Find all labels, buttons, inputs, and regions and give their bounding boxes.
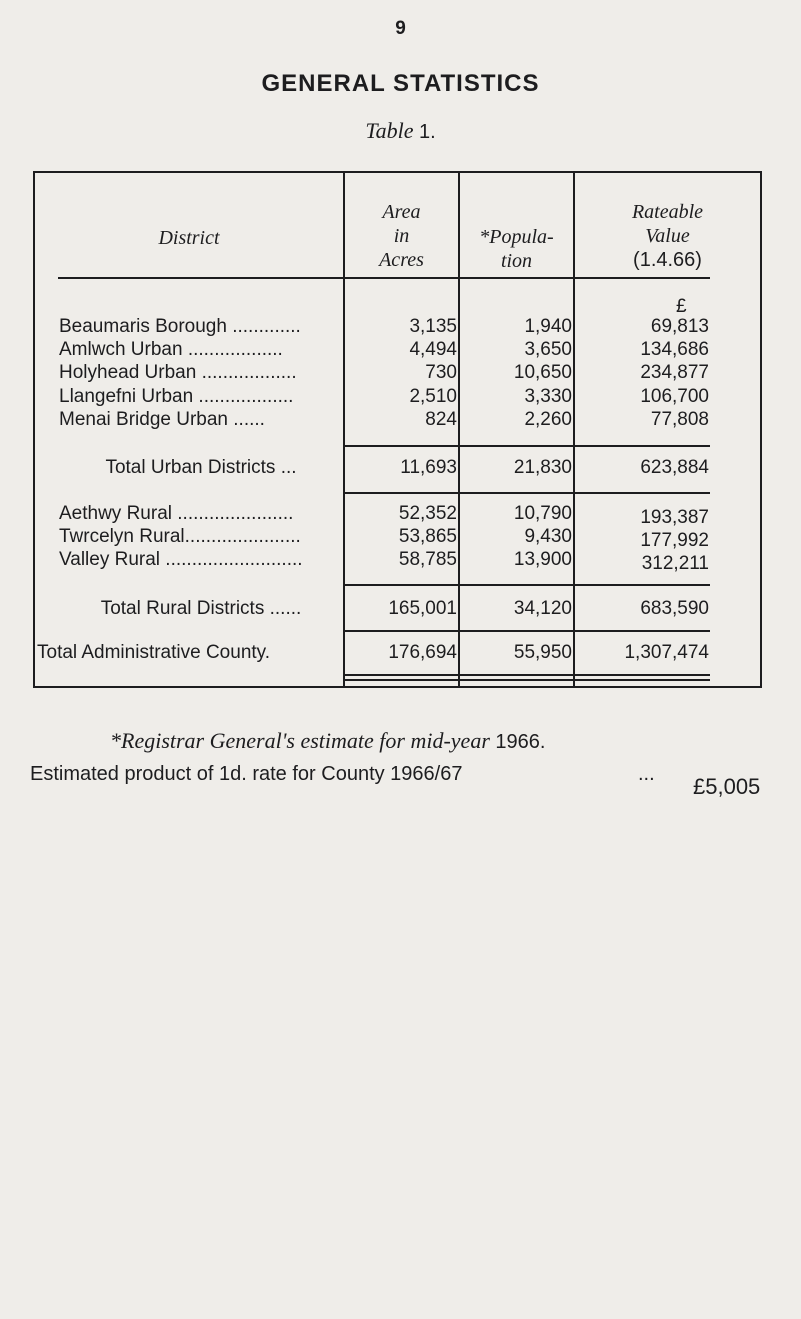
table-caption-number: 1. <box>418 121 436 143</box>
county-total-population: 55,950 <box>513 642 572 663</box>
estimate-label: Estimated product of 1d. rate for County 1966/67 <box>30 763 463 785</box>
county-total-value: 1,307,474 <box>624 642 709 663</box>
header-area <box>345 200 458 272</box>
footnote-year: 1966. <box>495 731 546 753</box>
table-row-population: 10,650 <box>513 362 572 383</box>
header-population-line-1: *Popula- <box>479 226 554 248</box>
rural-total-label: Total Rural Districts ...... <box>100 598 302 619</box>
urban-total-value: 623,884 <box>640 457 709 478</box>
table-row-value: 177,992 <box>640 530 709 551</box>
rural-total-bottom-rule <box>345 630 710 632</box>
table-row-district: Menai Bridge Urban ...... <box>59 409 265 430</box>
header-rule <box>58 277 710 279</box>
estimate-value: £5,005 <box>693 774 761 799</box>
urban-total-label: Total Urban Districts ... <box>105 457 297 478</box>
county-total-label: Total Administrative County. <box>37 642 271 663</box>
urban-total-area: 11,693 <box>400 457 457 478</box>
table-row-population: 3,650 <box>524 339 572 360</box>
page-number: 9 <box>395 18 406 39</box>
header-rateable-line-3: (1.4.66) <box>633 249 702 271</box>
table-row-population: 10,790 <box>513 503 572 524</box>
header-area-line-1: Area <box>382 201 421 223</box>
rural-total-area: 165,001 <box>388 598 457 619</box>
footnote-text: *Registrar General's estimate for mid-year <box>110 728 490 753</box>
table-row-value: 134,686 <box>640 339 709 360</box>
table-row-area: 53,865 <box>398 526 457 547</box>
header-area-line-3: Acres <box>379 249 424 271</box>
county-total-double-rule <box>345 679 710 681</box>
table-row-population: 9,430 <box>524 526 572 547</box>
table-row-value: 234,877 <box>640 362 709 383</box>
table-row-area: 2,510 <box>409 386 457 407</box>
header-population <box>460 225 573 273</box>
table-row-population: 2,260 <box>524 409 572 430</box>
estimate-leader-dots: ... <box>638 763 655 785</box>
footnote <box>110 728 545 754</box>
rural-total-rule <box>345 584 710 586</box>
table-row-area: 3,135 <box>409 316 457 337</box>
header-district: District <box>158 227 220 249</box>
table-row-district: Amlwch Urban .................. <box>59 339 283 360</box>
urban-total-bottom-rule <box>345 492 710 494</box>
urban-total-rule <box>345 445 710 447</box>
table-row-area: 824 <box>425 409 457 430</box>
rural-total-population: 34,120 <box>513 598 572 619</box>
table-row-value: 312,211 <box>641 553 709 574</box>
table-row-value: 193,387 <box>640 507 709 528</box>
table-caption <box>0 118 801 144</box>
header-rateable-line-1: Rateable <box>631 201 704 223</box>
table-row-district: Twrcelyn Rural...................... <box>59 526 301 547</box>
table-row-district: Llangefni Urban .................. <box>59 386 294 407</box>
table-row-value: 106,700 <box>640 386 709 407</box>
table-caption-word: Table <box>365 118 414 143</box>
table-row-district: Aethwy Rural ...................... <box>59 503 294 524</box>
table-row-value: 69,813 <box>650 316 709 337</box>
county-total-rule <box>345 674 710 676</box>
header-rateable-line-2: Value <box>645 225 690 247</box>
header-population-line-2: tion <box>500 250 533 272</box>
table-row-population: 1,940 <box>524 316 572 337</box>
county-total-area: 176,694 <box>388 642 457 663</box>
table-row-area: 730 <box>425 362 457 383</box>
table-row-district: Valley Rural .......................... <box>59 549 303 570</box>
table-row-value: 77,808 <box>650 409 709 430</box>
header-area-line-2: in <box>393 225 410 247</box>
table-row-population: 3,330 <box>524 386 572 407</box>
urban-total-population: 21,830 <box>513 457 572 478</box>
table-row-district: Beaumaris Borough ............. <box>59 316 301 337</box>
table-row-area: 52,352 <box>398 503 457 524</box>
header-rateable-value <box>575 200 760 272</box>
table-row-population: 13,900 <box>513 549 572 570</box>
page-title: GENERAL STATISTICS <box>261 70 540 97</box>
rural-total-value: 683,590 <box>640 598 709 619</box>
table-row-area: 58,785 <box>398 549 457 570</box>
table-row-district: Holyhead Urban .................. <box>59 362 297 383</box>
currency-symbol: £ <box>676 296 687 317</box>
table-row-area: 4,494 <box>409 339 457 360</box>
